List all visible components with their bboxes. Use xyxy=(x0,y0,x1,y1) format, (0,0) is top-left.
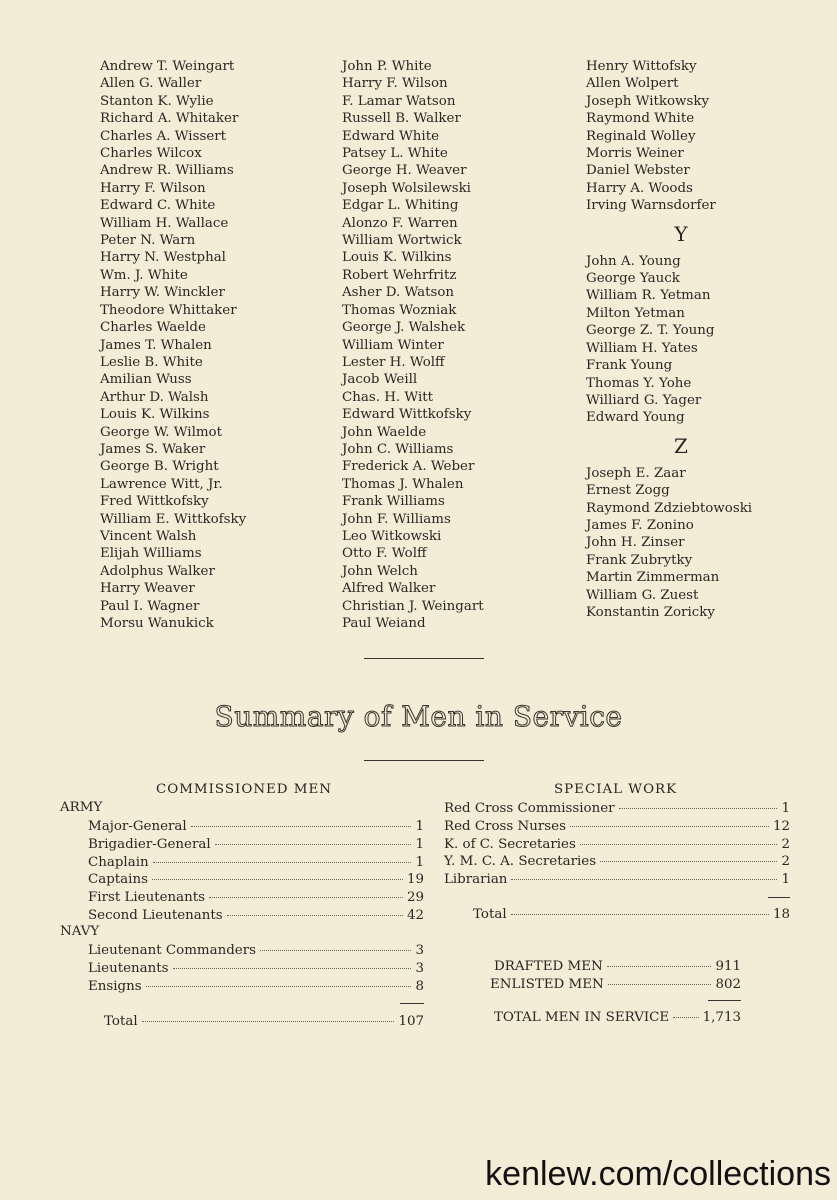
row-label: Lieutenants xyxy=(88,960,169,976)
name-entry: Charles Waelde xyxy=(100,320,206,336)
row-label: First Lieutenants xyxy=(88,890,205,906)
leader-dots xyxy=(153,862,412,863)
leader-dots xyxy=(511,879,777,880)
name-entry: Harry W. Winckler xyxy=(100,285,225,301)
summary-row xyxy=(88,978,424,996)
row-label: Second Lieutenants xyxy=(88,908,223,923)
row-value: 3 xyxy=(415,960,424,976)
name-entry: Asher D. Watson xyxy=(342,285,455,301)
name-entry: Louis K. Wilkins xyxy=(342,250,452,266)
name-entry: Fred Wittkofsky xyxy=(100,494,209,510)
divider-rule xyxy=(364,658,484,659)
section-letter-y: Y xyxy=(674,221,688,246)
row-value: 3 xyxy=(415,943,424,958)
row-value: 2 xyxy=(781,836,790,852)
summary-row xyxy=(444,871,790,889)
name-entry: Allen G. Waller xyxy=(100,76,202,92)
name-entry: Alonzo F. Warren xyxy=(342,215,458,231)
row-value: 1 xyxy=(781,801,790,816)
summary-row xyxy=(444,800,790,818)
row-label: Major-General xyxy=(88,819,187,834)
name-entry: Henry Wittofsky xyxy=(586,59,697,74)
name-entry: Daniel Webster xyxy=(586,163,690,179)
navy-heading: NAVY xyxy=(60,924,100,939)
name-entry: Chas. H. Witt xyxy=(342,389,434,405)
summary-row xyxy=(88,942,424,960)
name-entry: Russell B. Walker xyxy=(342,111,461,127)
name-entry: Otto F. Wolff xyxy=(342,546,427,562)
row-value: 8 xyxy=(415,978,424,994)
row-value: 1 xyxy=(415,836,424,852)
name-entry: Irving Warnsdorfer xyxy=(586,198,716,214)
name-entry: William R. Yetman xyxy=(586,288,711,304)
leader-dots xyxy=(227,915,403,916)
name-entry: John A. Young xyxy=(586,253,681,269)
leader-dots xyxy=(511,914,769,915)
name-entry: Thomas J. Whalen xyxy=(342,476,464,492)
leader-dots xyxy=(608,984,712,985)
name-entry: Thomas Y. Yohe xyxy=(586,375,692,391)
watermark-url: kenlew.com/collections xyxy=(485,1155,831,1193)
name-entry: Patsey L. White xyxy=(342,146,448,162)
name-column-3 xyxy=(586,58,776,621)
row-value: 2 xyxy=(781,854,790,870)
name-entry: Peter N. Warn xyxy=(100,233,196,249)
leader-dots xyxy=(191,826,412,827)
special-total-row xyxy=(473,906,790,924)
name-entry: Frank Young xyxy=(586,358,673,374)
names-y xyxy=(586,253,776,427)
name-entry: John Waelde xyxy=(342,424,427,440)
special-total-rule xyxy=(768,897,790,898)
leader-dots xyxy=(209,897,403,898)
name-entry: Robert Wehrfritz xyxy=(342,267,457,283)
drafted-men-value: 911 xyxy=(715,959,741,974)
leader-dots xyxy=(146,986,412,987)
leader-dots xyxy=(673,1017,698,1018)
name-entry: Louis K. Wilkins xyxy=(100,407,210,423)
name-entry: Jacob Weill xyxy=(342,372,418,388)
name-entry: Joseph Witkowsky xyxy=(586,93,710,109)
row-label: Captains xyxy=(88,872,148,888)
row-value: 1 xyxy=(781,872,790,888)
section-letter-z: Z xyxy=(674,433,688,458)
name-entry: Ernest Zogg xyxy=(586,483,670,499)
name-entry: John F. Williams xyxy=(342,511,451,527)
special-work-heading: SPECIAL WORK xyxy=(554,782,678,797)
name-entry: Paul Weiand xyxy=(342,616,426,631)
leader-dots xyxy=(607,966,712,967)
leader-dots xyxy=(173,968,412,969)
leader-dots xyxy=(600,861,777,862)
name-entry: Joseph E. Zaar xyxy=(586,465,686,481)
name-entry: Harry F. Wilson xyxy=(100,180,206,196)
enlisted-men-row xyxy=(490,976,741,994)
row-label: Red Cross Nurses xyxy=(444,818,566,834)
name-entry: James T. Whalen xyxy=(100,337,212,353)
name-entry: Morris Weiner xyxy=(586,146,684,162)
name-entry: Vincent Walsh xyxy=(100,528,197,544)
row-value: 1 xyxy=(415,854,424,870)
name-entry: Raymond White xyxy=(586,111,695,127)
name-entry: Reginald Wolley xyxy=(586,128,696,144)
title-underline xyxy=(364,760,484,761)
name-entry: Morsu Wanukick xyxy=(100,616,214,631)
names-z xyxy=(586,465,776,622)
name-entry: James F. Zonino xyxy=(586,517,694,533)
leader-dots xyxy=(215,844,412,845)
name-entry: Charles Wilcox xyxy=(100,146,202,162)
name-entry: George W. Wilmot xyxy=(100,424,223,440)
name-entry: George Yauck xyxy=(586,271,680,287)
name-entry: Frederick A. Weber xyxy=(342,459,475,475)
summary-row xyxy=(88,836,424,854)
name-entry: Charles A. Wissert xyxy=(100,128,227,144)
name-entry: Stanton K. Wylie xyxy=(100,93,214,109)
name-entry: Lester H. Wolff xyxy=(342,354,445,370)
special-total-label: Total xyxy=(473,907,507,922)
grand-total-value: 1,713 xyxy=(702,1010,741,1025)
summary-row xyxy=(444,836,790,854)
name-entry: Thomas Wozniak xyxy=(342,302,457,318)
summary-row xyxy=(444,818,790,836)
name-entry: George B. Wright xyxy=(100,459,219,475)
name-entry: Joseph Wolsilewski xyxy=(342,180,471,196)
summary-row xyxy=(88,907,424,925)
name-entry: Harry A. Woods xyxy=(586,180,693,196)
summary-row xyxy=(88,960,424,978)
army-heading: ARMY xyxy=(60,800,103,815)
name-entry: Leo Witkowski xyxy=(342,528,442,544)
leader-dots xyxy=(570,826,769,827)
drafted-men-label: DRAFTED MEN xyxy=(494,959,603,974)
name-entry: Leslie B. White xyxy=(100,354,203,370)
name-entry: Allen Wolpert xyxy=(586,76,679,92)
summary-row xyxy=(444,853,790,871)
name-entry: Wm. J. White xyxy=(100,267,188,283)
leader-dots xyxy=(260,950,411,951)
name-entry: Williard G. Yager xyxy=(586,392,702,408)
summary-row xyxy=(88,871,424,889)
grand-total-rule xyxy=(708,1000,741,1001)
name-entry: George Z. T. Young xyxy=(586,323,715,339)
name-entry: William G. Zuest xyxy=(586,587,699,603)
row-label: K. of C. Secretaries xyxy=(444,836,576,852)
name-entry: James S. Waker xyxy=(100,441,206,457)
name-column-2 xyxy=(342,58,484,632)
name-entry: Paul I. Wagner xyxy=(100,598,200,614)
name-entry: William H. Yates xyxy=(586,340,698,356)
name-entry: Konstantin Zoricky xyxy=(586,604,715,620)
name-entry: Theodore Whittaker xyxy=(100,302,237,318)
name-entry: William Wortwick xyxy=(342,233,462,249)
summary-row xyxy=(88,854,424,872)
row-value: 1 xyxy=(415,819,424,834)
commissioned-heading: COMMISSIONED MEN xyxy=(156,782,333,797)
enlisted-men-label: ENLISTED MEN xyxy=(490,977,604,992)
row-label: Y. M. C. A. Secretaries xyxy=(444,854,597,870)
name-entry: Christian J. Weingart xyxy=(342,598,484,614)
name-entry: Martin Zimmerman xyxy=(586,570,720,586)
name-entry: Frank Zubrytky xyxy=(586,552,693,568)
row-value: 29 xyxy=(406,890,424,906)
name-entry: Amilian Wuss xyxy=(100,372,192,388)
leader-dots xyxy=(152,879,403,880)
row-value: 42 xyxy=(406,908,424,923)
leader-dots xyxy=(142,1021,395,1022)
name-entry: Edward Wittkofsky xyxy=(342,407,472,423)
row-label: Red Cross Commissioner xyxy=(444,801,615,816)
name-entry: Harry N. Westphal xyxy=(100,250,226,266)
row-label: Ensigns xyxy=(88,978,142,994)
grand-total-label: TOTAL MEN IN SERVICE xyxy=(494,1010,670,1025)
name-column-1 xyxy=(100,58,246,632)
commissioned-total-rule xyxy=(400,1003,424,1004)
name-entry: F. Lamar Watson xyxy=(342,93,456,109)
commissioned-total-label: Total xyxy=(104,1014,138,1029)
name-entry: Harry Weaver xyxy=(100,581,195,597)
summary-row xyxy=(88,818,424,836)
name-entry: Edward White xyxy=(342,128,439,144)
name-entry: Frank Williams xyxy=(342,494,445,510)
name-entry: Edward C. White xyxy=(100,198,216,214)
name-entry: William H. Wallace xyxy=(100,215,229,231)
row-value: 12 xyxy=(772,818,790,834)
name-entry: Edgar L. Whiting xyxy=(342,198,459,214)
name-entry: Andrew T. Weingart xyxy=(100,59,235,74)
special-total-value: 18 xyxy=(772,907,790,922)
grand-total-row xyxy=(494,1009,741,1027)
name-entry: John Welch xyxy=(342,563,418,579)
name-entry: Edward Young xyxy=(586,410,685,426)
row-value: 19 xyxy=(406,872,424,888)
leader-dots xyxy=(580,844,778,845)
name-entry: John P. White xyxy=(342,59,432,74)
commissioned-total-row xyxy=(104,1013,424,1031)
name-entry: William E. Wittkofsky xyxy=(100,511,247,527)
name-entry: Harry F. Wilson xyxy=(342,76,448,92)
enlisted-men-value: 802 xyxy=(715,977,741,992)
name-entry: Andrew R. Williams xyxy=(100,163,234,179)
row-label: Lieutenant Commanders xyxy=(88,943,256,958)
row-label: Chaplain xyxy=(88,854,149,870)
name-entry: George H. Weaver xyxy=(342,163,467,179)
commissioned-total-value: 107 xyxy=(398,1014,424,1029)
names-w-continued xyxy=(586,58,776,215)
name-entry: Elijah Williams xyxy=(100,546,202,562)
name-entry: Arthur D. Walsh xyxy=(100,389,209,405)
row-label: Brigadier-General xyxy=(88,836,211,852)
name-entry: Raymond Zdziebtowoski xyxy=(586,500,753,516)
summary-title: Summary of Men in Service xyxy=(214,700,623,733)
name-entry: Milton Yetman xyxy=(586,305,685,321)
leader-dots xyxy=(619,808,778,809)
drafted-men-row xyxy=(494,958,741,976)
name-entry: Alfred Walker xyxy=(342,581,436,597)
name-entry: John C. Williams xyxy=(342,441,454,457)
name-entry: William Winter xyxy=(342,337,444,353)
name-entry: Lawrence Witt, Jr. xyxy=(100,476,223,492)
name-entry: John H. Zinser xyxy=(586,535,685,551)
name-entry: Richard A. Whitaker xyxy=(100,111,239,127)
name-entry: Adolphus Walker xyxy=(100,563,215,579)
row-label: Librarian xyxy=(444,872,508,888)
name-entry: George J. Walshek xyxy=(342,320,466,336)
summary-row xyxy=(88,889,424,907)
